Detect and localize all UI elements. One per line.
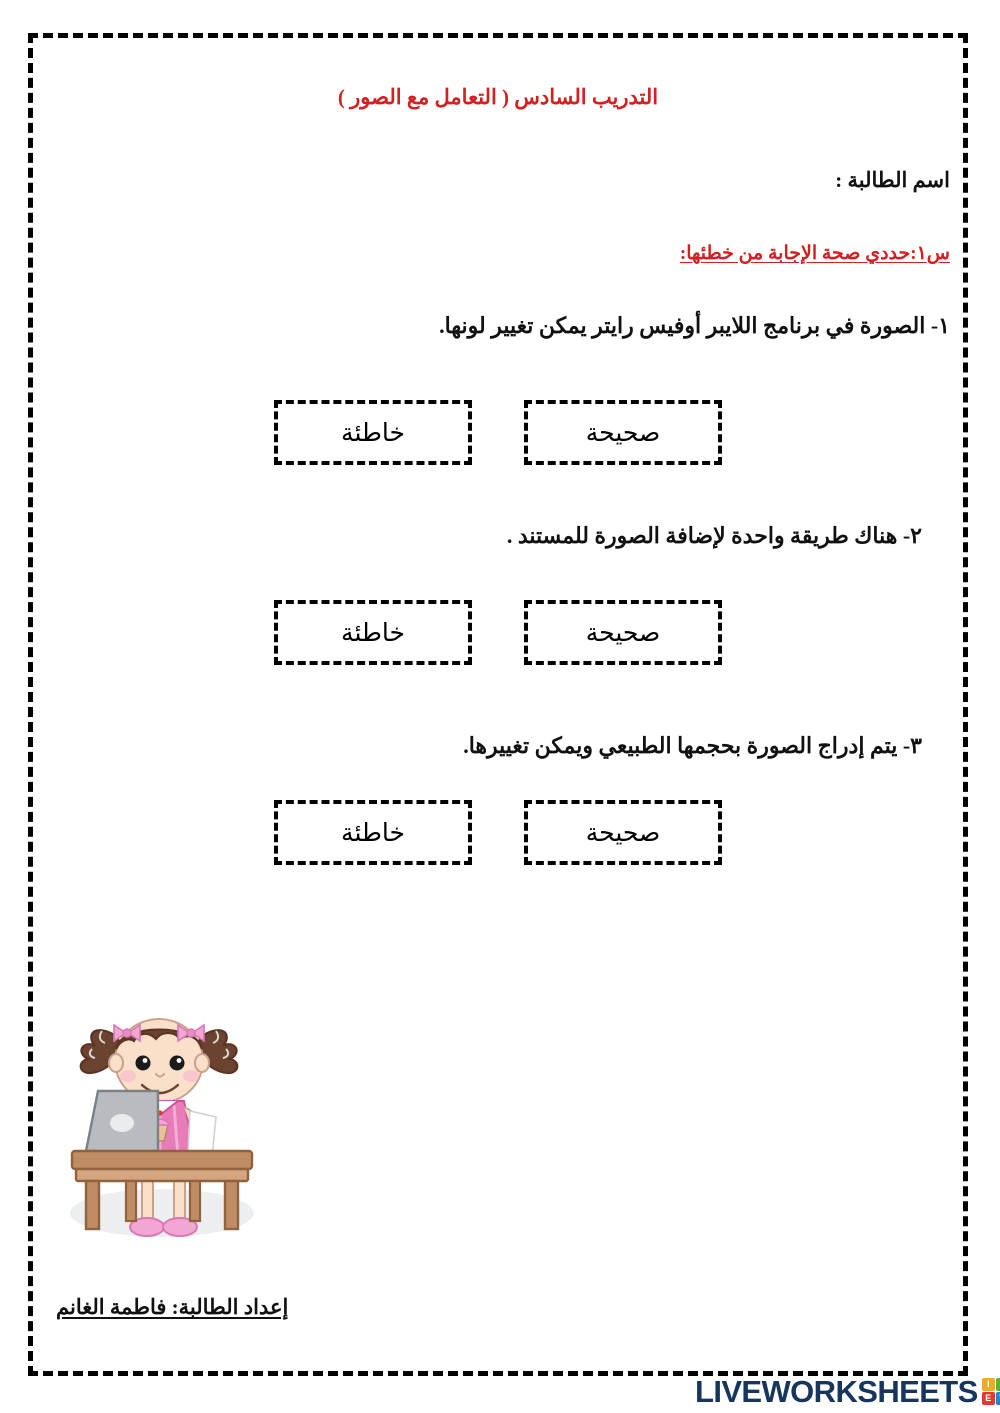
question-2-text: ٢- هناك طريقة واحدة لإضافة الصورة للمستند . bbox=[506, 523, 922, 548]
question-2-option-correct[interactable]: صحيحة bbox=[524, 600, 722, 665]
logo-square-v bbox=[996, 1392, 1000, 1405]
question-3-option-correct[interactable]: صحيحة bbox=[524, 800, 722, 865]
question-3-text: ٣- يتم إدراج الصورة بحجمها الطبيعي ويمكن تغييرها. bbox=[463, 733, 922, 758]
liveworksheets-logo-squares bbox=[982, 1378, 1000, 1405]
question-2-option-wrong[interactable]: خاطئة bbox=[274, 600, 472, 665]
liveworksheets-wordmark: LIVEWORKSHEETS bbox=[695, 1374, 978, 1409]
girl-at-desk-illustration bbox=[50, 975, 270, 1245]
student-name-label: اسم الطالبة : bbox=[835, 168, 950, 192]
question-1-options bbox=[28, 400, 968, 465]
logo-square-i: I bbox=[982, 1378, 995, 1391]
author-credit: إعداد الطالبة: فاطمة الغانم bbox=[56, 1295, 289, 1319]
question-1-option-correct[interactable]: صحيحة bbox=[524, 400, 722, 465]
question-3-options bbox=[28, 800, 968, 865]
logo-square-e: E bbox=[982, 1392, 995, 1405]
question-3-option-wrong[interactable]: خاطئة bbox=[274, 800, 472, 865]
question-1-text: ١- الصورة في برنامج اللايبر أوفيس رايتر يمكن تغيير لونها. bbox=[439, 313, 950, 338]
liveworksheets-logo bbox=[695, 1376, 1000, 1407]
question-2-options bbox=[28, 600, 968, 665]
question-section-heading: س١:حددي صحة الإجابة من خطئها: bbox=[679, 243, 950, 264]
logo-square-l bbox=[996, 1378, 1000, 1391]
page-title: التدريب السادس ( التعامل مع الصور ) bbox=[337, 85, 659, 109]
question-1-option-wrong[interactable]: خاطئة bbox=[274, 400, 472, 465]
